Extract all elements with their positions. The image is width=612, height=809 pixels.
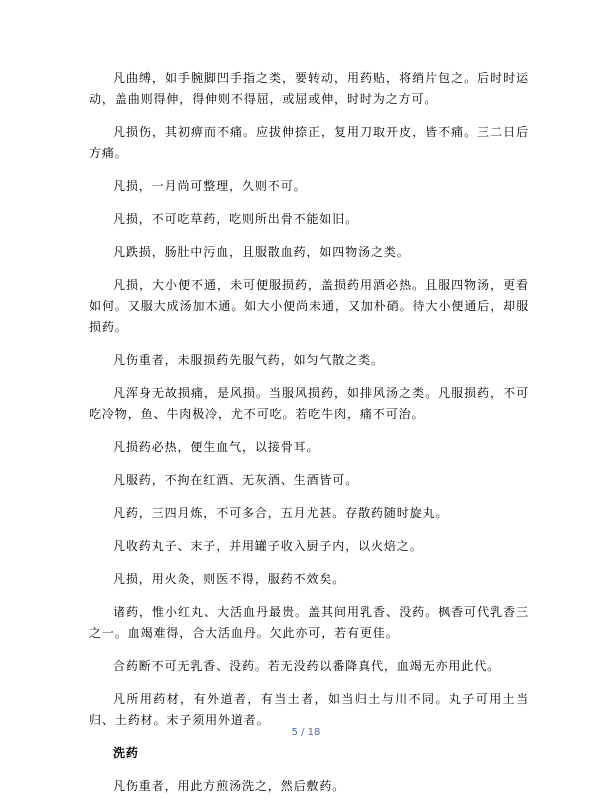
paragraph-11: 凡药，三四月炼，不可多合，五月尤甚。存散药随时旋丸。: [113, 506, 449, 520]
paragraph-12: 凡收药丸子、末子，并用罐子收入厨子内，以火焙之。: [113, 539, 423, 553]
paragraph-3: 凡损，一月尚可整理，久则不可。: [113, 179, 307, 193]
paragraph-16: 凡所用药材，有外道者，有当土者，如当归土与川不同。丸子可用土当归、土药材。末子须用外道者。: [89, 692, 529, 727]
paragraph-8: 凡浑身无故损痛，是风损。当服风损药，如排风汤之类。凡服损药，不可吃冷物，鱼、牛肉极冷，尤不可吃。若吃牛肉，痛不可治。: [89, 386, 529, 421]
paragraph-1: 凡曲缚，如手腕脚凹手指之类，要转动，用药贴，将绡片包之。后时时运动，盖曲则得伸，得伸则不得屈，或屈或伸，时时为之方可。: [89, 71, 529, 106]
page-number: 5 / 18: [291, 727, 321, 738]
paragraph-9: 凡损药必热，便生血气，以接骨耳。: [113, 440, 320, 454]
paragraph-6: 凡损，大小便不通，未可便服损药，盖损药用酒必热。且服四物汤，更看如何。又服大成汤加木通。如大小便尚未通，又加朴硝。待大小便通后，却服损药。: [89, 278, 529, 334]
paragraph-after-heading: 凡伤重者，用此方煎汤洗之，然后敷药。: [113, 779, 346, 793]
paragraph-14: 诸药，惟小红丸、大活血丹最贵。盖其间用乳香、没药。枫香可代乳香三之一。血竭难得，合大活血丹。欠此亦可，若有更佳。: [89, 605, 529, 640]
section-heading: 洗药: [113, 746, 139, 760]
paragraph-2: 凡损伤，其初痹而不痛。应拔伸捺正，复用刀取开皮，皆不痛。三二日后方痛。: [89, 125, 529, 160]
paragraph-15: 合药断不可无乳香、没药。若无没药以番降真代，血竭无亦用此代。: [113, 659, 501, 673]
page-body: [89, 68, 529, 809]
paragraph-13: 凡损，用火灸，则医不得，服药不效矣。: [113, 572, 346, 586]
paragraph-5: 凡跌损，肠肚中污血，且服散血药，如四物汤之类。: [113, 245, 410, 259]
paragraph-10: 凡服药，不拘在红酒、无灰酒、生酒皆可。: [113, 473, 359, 487]
paragraph-4: 凡损，不可吃草药，吃则所出骨不能如旧。: [113, 212, 359, 226]
paragraph-7: 凡伤重者，未服损药先服气药，如匀气散之类。: [113, 353, 384, 367]
